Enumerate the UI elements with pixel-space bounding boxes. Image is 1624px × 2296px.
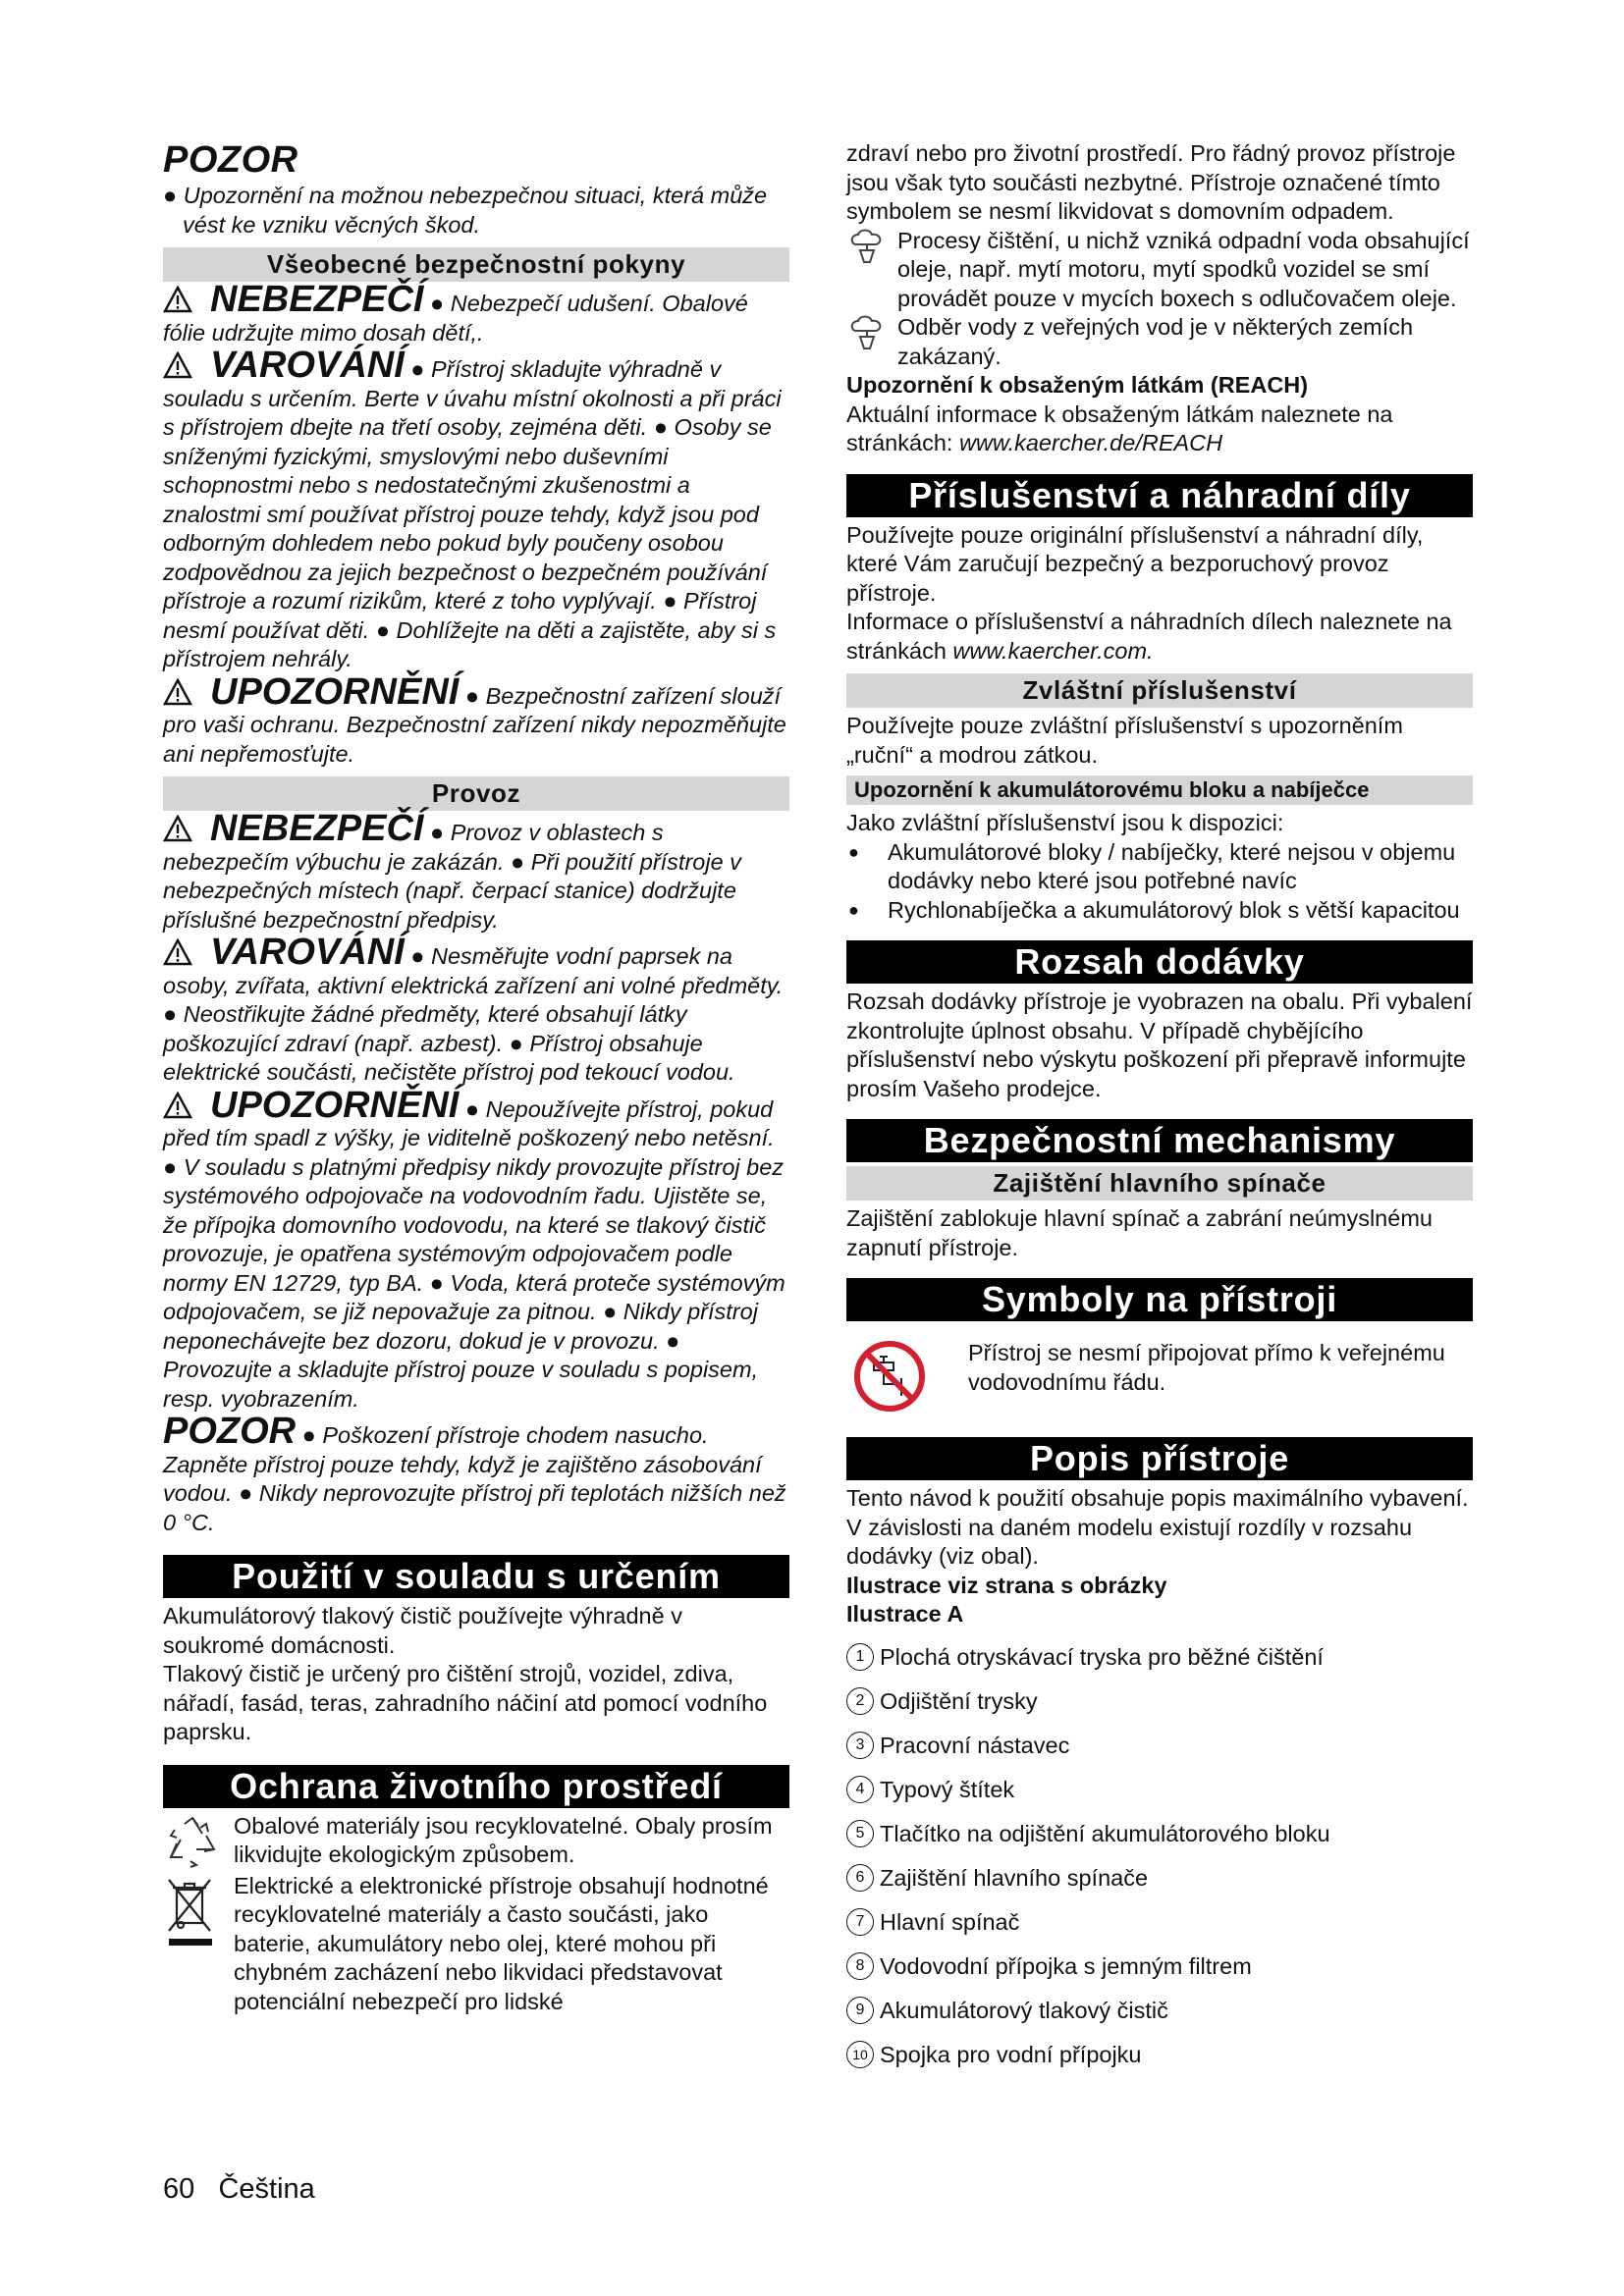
scope-text: Rozsah dodávky přístroje je vyobrazen na obalu. Při vybalení zkontrolujte úplnost obsahu. V případě chybějícího příslušenství nebo výskytu poškození při přepravě informujte prosím Vašeho prodejce. — [846, 988, 1473, 1101]
caution-note-2 — [163, 1084, 789, 1415]
list-item — [846, 2033, 1473, 2077]
water-tap-icon — [846, 315, 888, 354]
main-switch-lock-heading: Zajištění hlavního spínače — [846, 1166, 1473, 1201]
environment-continued: zdraví nebo pro životní prostředí. Pro řádný provoz přístroje jsou však tyto součásti nezbytné. Přístroje označené tímto symbolem se nesmí likvidovat s domovním odpadem. — [846, 140, 1456, 224]
recycling-icon — [163, 1814, 222, 1869]
caution-signal-word: UPOZORNĚNÍ — [210, 1084, 460, 1126]
recycling-note — [163, 1812, 789, 1870]
symbols-heading: Symboly na přístroji — [846, 1278, 1473, 1321]
warning-triangle-icon — [163, 678, 192, 706]
reach-link[interactable]: www.kaercher.de/REACH — [958, 430, 1223, 455]
warning-triangle-icon — [163, 286, 192, 313]
oil-water-icon — [846, 229, 888, 268]
caution-text: ● Nepoužívejte přístroj, pokud před tím spadl z výšky, je viditelně poškozený nebo netěsní. ● V souladu s platnými předpisy nikdy provozujte přístroj bez systémového odpojovače na vodovodním řadu. Ujistěte se, že přípojka domovního vodovodu, na které se tlakový čistič provozuje, je opatřena systémovým odpojovačem podle normy EN 12729, typ BA. ● Voda, která proteče systémovým odpojovačem, se již nepovažuje za pitnou. ● Nikdy přístroj neponechávejte bez dozoru, dokud je v provozu. ● Provozujte a skladujte přístroj pouze v souladu s popisem, resp. vyobrazením. — [163, 1095, 785, 1412]
parts-list — [846, 1635, 1473, 2077]
warning-text: ● Přístroj skladujte výhradně v souladu s určením. Berte v úvahu místní okolnosti a při práci s přístrojem dbejte na třetí osoby, zejména děti. ● Osoby se sníženými fyzickými, smyslovými nebo duševními schopnostmi nebo s nedostatečnými zkušenostmi a znalostmi smí používat přístroj pouze tehdy, když jsou pod odborným dohledem nebo pokud byly poučeny osobou zodpovědnou za jejich bezpečnost o bezpečném používání přístroje a rozumí rizikům, které z toho vyplývají. ● Přístroj nesmí používat děti. ● Dohlížejte na děti a zajistěte, aby si s přístrojem nehrály. — [163, 356, 782, 671]
danger-signal-word: NEBEZPEČÍ — [210, 808, 424, 849]
pozor-text: ● Upozornění na možnou nebezpečnou situaci, která může vést ke vzniku věcných škod. — [163, 183, 768, 238]
public-water-text: Odběr vody z veřejných vod je v některých zemích zakázaný. — [897, 314, 1414, 369]
list-item — [846, 1945, 1473, 1989]
part-label: Plochá otryskávací tryska pro běžné čištění — [880, 1643, 1324, 1670]
left-column — [163, 139, 789, 2016]
list-item — [846, 1724, 1473, 1768]
pozor-text-2: ● Poškození přístroje chodem nasucho. Zapněte přístroj pouze tehdy, když je zajištěno zásobování vodou. ● Nikdy neprovozujte přístroj při teplotách nižších než 0 °C. — [163, 1422, 786, 1535]
pozor-heading: POZOR — [163, 139, 298, 181]
intended-use-heading: Použití v souladu s určením — [163, 1555, 789, 1598]
caution-note-1 — [163, 670, 789, 770]
weee-text: Elektrické a elektronické přístroje obsahují hodnotné recyklovatelné materiály a často součásti, jako baterie, akumulátory nebo olej, které mohou při chybném zacházení nebo likvidaci představovat potenciální nebezpečí pro lidské — [234, 1872, 769, 2014]
description-heading: Popis přístroje — [846, 1437, 1473, 1480]
part-number: 8 — [846, 1952, 874, 1980]
accessories-heading: Příslušenství a náhradní díly — [846, 474, 1473, 517]
accessories-p2 — [846, 608, 1473, 666]
oil-text: Procesy čištění, u nichž vzniká odpadní voda obsahující oleje, např. mytí motoru, mytí spodků vozidel se smí provádět pouze v mycích boxech s odlučovačem oleje. — [897, 227, 1470, 311]
crossed-bin-icon — [163, 1874, 218, 1950]
part-label: Pracovní nástavec — [880, 1732, 1070, 1758]
warning-triangle-icon — [163, 1092, 192, 1119]
reach-heading: Upozornění k obsaženým látkám (REACH) — [846, 372, 1309, 398]
warning-note-1 — [163, 345, 789, 674]
battery-list — [846, 838, 1473, 926]
list-item — [846, 1856, 1473, 1900]
pozor-signal-word: POZOR — [163, 1411, 297, 1452]
bullet-icon: ● — [848, 841, 859, 862]
accessories-link[interactable]: www.kaercher.com. — [952, 637, 1154, 664]
public-water-note — [846, 313, 1473, 371]
list-item — [846, 896, 1473, 926]
list-item — [846, 1989, 1473, 2033]
part-number: 3 — [846, 1732, 874, 1759]
danger-text: ● Provoz v oblastech s nebezpečím výbuchu je zakázán. ● Při použití přístroje v nebezpečných místech (např. čerpací stanice) dodržujte příslušné bezpečnostní předpisy. — [163, 820, 741, 933]
part-label: Hlavní spínač — [880, 1908, 1020, 1935]
environment-heading: Ochrana životního prostředí — [163, 1765, 789, 1808]
illustration-ref: Ilustrace viz strana s obrázky — [846, 1572, 1167, 1598]
battery-intro: Jako zvláštní příslušenství jsou k dispozici: — [846, 810, 1284, 835]
list-item-text: Rychlonabíječka a akumulátorový blok s větší kapacitou — [888, 896, 1460, 923]
battery-charger-heading: Upozornění k akumulátorovému bloku a nabíječce — [846, 775, 1473, 805]
part-label: Tlačítko na odjištění akumulátorového bloku — [880, 1820, 1330, 1846]
list-item — [846, 1812, 1473, 1856]
description-text: Tento návod k použití obsahuje popis maximálního vybavení. V závislosti na daném modelu existují rozdíly v rozsahu dodávky (viz obal). — [846, 1485, 1469, 1569]
operation-heading: Provoz — [163, 776, 789, 811]
page-footer — [163, 2173, 315, 2206]
caution-text: ● Bezpečnostní zařízení slouží pro vaši ochranu. Bezpečnostní zařízení nikdy nepozměňujte ani nepřemosťujte. — [163, 682, 786, 767]
safety-mechanisms-heading: Bezpečnostní mechanismy — [846, 1119, 1473, 1162]
part-number: 2 — [846, 1687, 874, 1715]
general-safety-heading: Všeobecné bezpečnostní pokyny — [163, 247, 789, 282]
list-item — [846, 838, 1473, 896]
part-number: 6 — [846, 1864, 874, 1892]
intended-use-p1: Akumulátorový tlakový čistič používejte výhradně v soukromé domácnosti. — [163, 1603, 682, 1658]
danger-text: ● Nebezpečí udušení. Obalové fólie udržujte mimo dosah dětí,. — [163, 291, 748, 346]
accessories-p1: Používejte pouze originální příslušenství a náhradní díly, které Vám zaručují bezpečný a bezporuchový provoz přístroje. — [846, 521, 1424, 606]
part-number: 9 — [846, 1997, 874, 2024]
warning-triangle-icon — [163, 938, 192, 966]
pozor-note-2 — [163, 1411, 789, 1537]
weee-note — [163, 1872, 789, 2017]
list-item — [846, 1635, 1473, 1680]
warning-text: ● Nesměřujte vodní paprsek na osoby, zvířata, aktivní elektrická zařízení ani volné předměty. ● Neostřikujte žádné předměty, které obsahují látky poškozující zdraví (např. azbest). ● Přístroj obsahuje elektrické součásti, nečistěte přístroj pod tekoucí vodou. — [163, 943, 784, 1085]
part-label: Zajištění hlavního spínače — [880, 1864, 1149, 1891]
bullet-icon: ● — [848, 899, 859, 920]
language-label: Čeština — [218, 2173, 315, 2205]
main-switch-lock-text: Zajištění zablokuje hlavní spínač a zabrání neúmyslnému zapnutí přístroje. — [846, 1205, 1433, 1260]
scope-heading: Rozsah dodávky — [846, 940, 1473, 984]
danger-note-1 — [163, 279, 789, 347]
part-number: 5 — [846, 1820, 874, 1847]
warning-triangle-icon — [163, 815, 192, 842]
recycling-text: Obalové materiály jsou recyklovatelné. Obaly prosím likvidujte ekologickým způsobem. — [234, 1812, 773, 1867]
caution-signal-word: UPOZORNĚNÍ — [210, 670, 460, 713]
warning-note-2 — [163, 932, 789, 1088]
part-number: 4 — [846, 1776, 874, 1803]
symbol-text: Přístroj se nesmí připojovat přímo k veřejnému vodovodnímu řádu. — [968, 1340, 1445, 1395]
part-label: Vodovodní přípojka s jemným filtrem — [880, 1952, 1252, 1979]
part-label: Akumulátorový tlakový čistič — [880, 1997, 1168, 2023]
reach-paragraph — [846, 400, 1473, 458]
special-accessories-heading: Zvláštní příslušenství — [846, 673, 1473, 708]
part-label: Spojka pro vodní přípojku — [880, 2041, 1142, 2067]
warning-triangle-icon — [163, 351, 192, 379]
oil-note — [846, 227, 1473, 314]
illustration-a: Ilustrace A — [846, 1601, 964, 1627]
accessories-text: Informace o příslušenství a náhradních dílech naleznete na stránkách — [846, 609, 1452, 664]
danger-signal-word: NEBEZPEČÍ — [210, 279, 424, 320]
danger-note-2 — [163, 808, 789, 934]
list-item — [846, 1900, 1473, 1945]
part-number: 1 — [846, 1643, 874, 1671]
part-label: Odjištění trysky — [880, 1687, 1038, 1714]
reach-text: Aktuální informace k obsaženým látkám naleznete na stránkách: — [846, 400, 1393, 455]
part-label: Typový štítek — [880, 1776, 1015, 1802]
page-number: 60 — [163, 2173, 195, 2205]
right-column — [846, 139, 1473, 2077]
part-number: 7 — [846, 1908, 874, 1936]
list-item-text: Akumulátorové bloky / nabíječky, které nejsou v objemu dodávky nebo které jsou potřebné navíc — [888, 838, 1456, 893]
intended-use-p2: Tlakový čistič je určený pro čištění strojů, vozidel, zdiva, nářadí, fasád, teras, zahradního náčiní atd pomocí vodního paprsku. — [163, 1661, 768, 1744]
warning-signal-word: VAROVÁNÍ — [210, 932, 405, 973]
special-accessories-text: Používejte pouze zvláštní příslušenství s upozorněním „ruční“ a modrou zátkou. — [846, 713, 1403, 768]
list-item — [846, 1680, 1473, 1724]
symbol-row — [846, 1325, 1473, 1423]
no-direct-connection-icon — [852, 1339, 927, 1414]
part-number: 10 — [846, 2041, 874, 2068]
warning-signal-word: VAROVÁNÍ — [210, 345, 405, 386]
list-item — [846, 1768, 1473, 1812]
